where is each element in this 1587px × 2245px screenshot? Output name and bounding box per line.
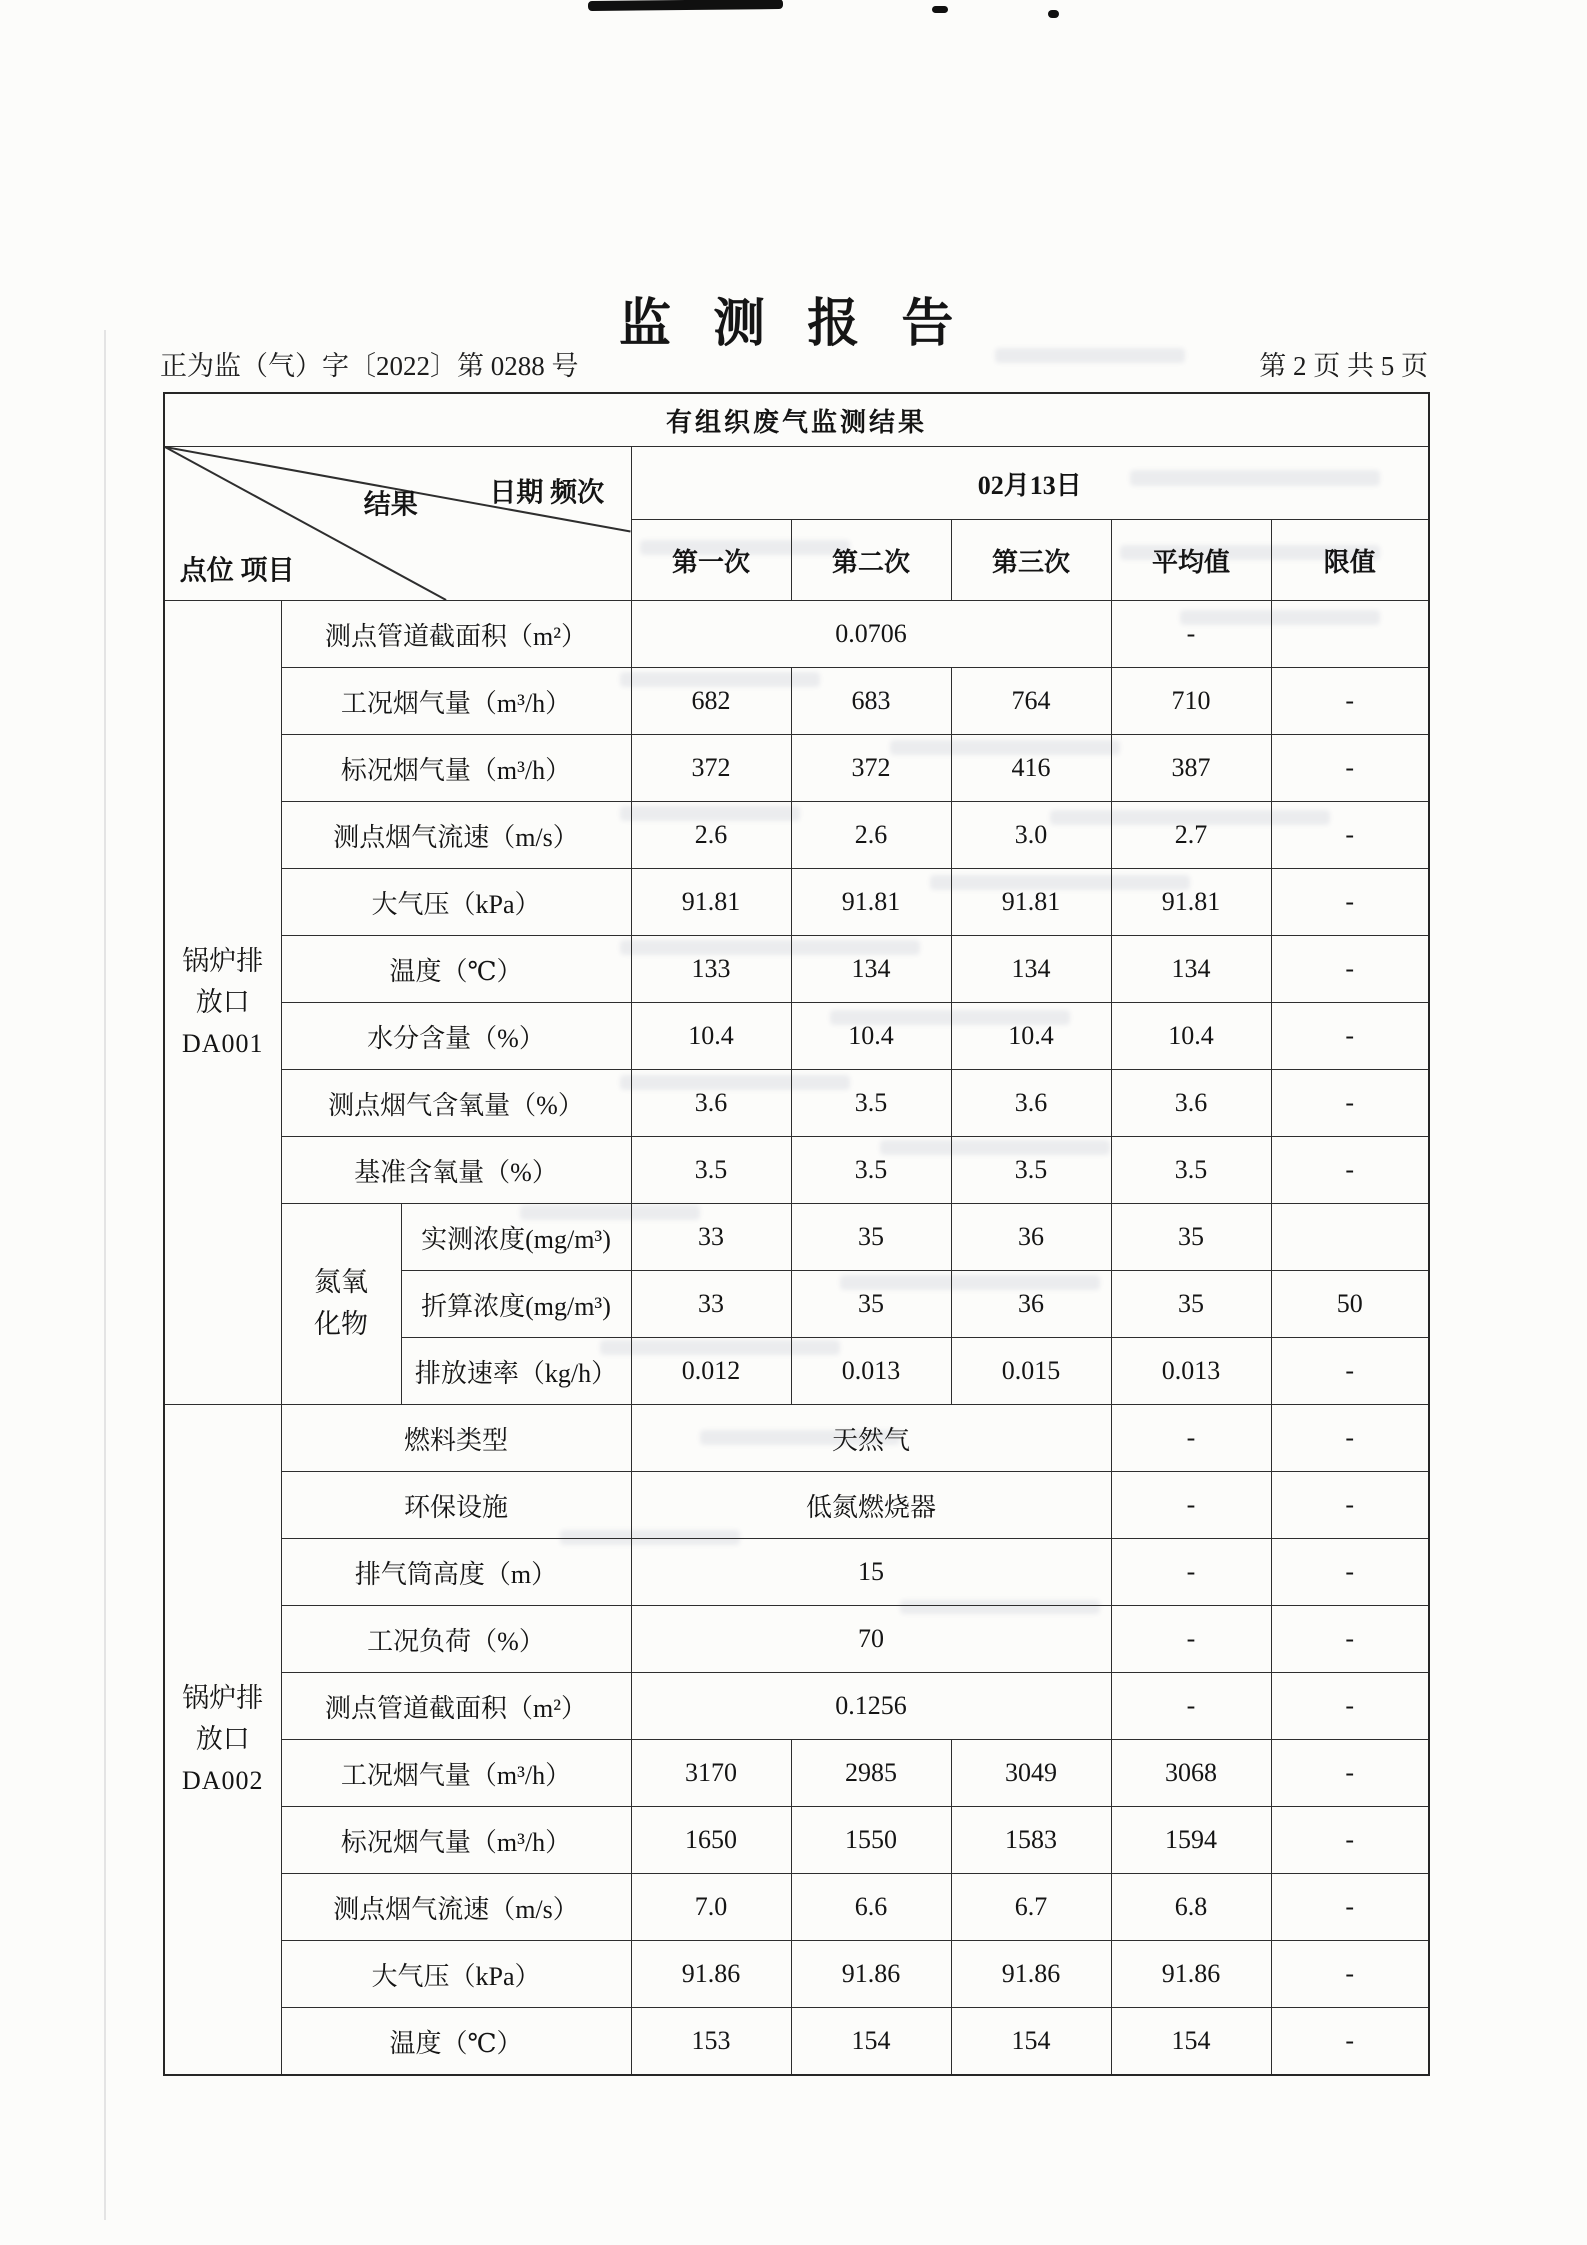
limit-value: - [1271, 1137, 1429, 1204]
location-da001-code: DA001 [181, 1029, 264, 1059]
row-label: 标况烟气量（m³/h） [281, 1807, 631, 1874]
avg-value: 3.5 [1111, 1137, 1271, 1204]
table-row [164, 1941, 1429, 2008]
corner-date-frequency-label: 日期 频次 [489, 477, 605, 508]
col-header-limit: 限值 [1271, 520, 1429, 601]
merged-value: 70 [631, 1606, 1111, 1673]
avg-value: 3.6 [1111, 1070, 1271, 1137]
table-row [164, 1204, 1429, 1271]
avg-value: 134 [1111, 936, 1271, 1003]
scan-edge-line [104, 330, 106, 2220]
value-first: 1650 [631, 1807, 791, 1874]
value-first: 91.86 [631, 1941, 791, 2008]
avg-value: 91.86 [1111, 1941, 1271, 2008]
col-header-average: 平均值 [1111, 520, 1271, 601]
row-label: 温度（℃） [281, 2008, 631, 2076]
value-first: 133 [631, 936, 791, 1003]
nox-group-label: 氮氧化物 [281, 1204, 401, 1405]
table-row [164, 1740, 1429, 1807]
merged-value: 0.0706 [631, 601, 1111, 668]
limit-value: - [1271, 1740, 1429, 1807]
avg-value: 710 [1111, 668, 1271, 735]
row-label: 工况负荷（%） [281, 1606, 631, 1673]
row-label: 基准含氧量（%） [281, 1137, 631, 1204]
table-row [164, 1807, 1429, 1874]
limit-value: - [1271, 1673, 1429, 1740]
limit-value: - [1271, 735, 1429, 802]
row-label: 测点管道截面积（m²） [281, 1673, 631, 1740]
value-first: 10.4 [631, 1003, 791, 1070]
row-label: 大气压（kPa） [281, 869, 631, 936]
table-row [164, 2008, 1429, 2076]
row-label: 测点烟气流速（m/s） [281, 802, 631, 869]
location-da001-name: 锅炉排放口 [182, 945, 264, 1018]
value-second: 154 [791, 2008, 951, 2076]
value-first: 372 [631, 735, 791, 802]
limit-value: - [1271, 1807, 1429, 1874]
merged-value: 0.1256 [631, 1673, 1111, 1740]
monitoring-results-table [163, 392, 1430, 2076]
value-first: 7.0 [631, 1874, 791, 1941]
merged-value: 低氮燃烧器 [631, 1472, 1111, 1539]
value-third: 134 [951, 936, 1111, 1003]
value-second: 3.5 [791, 1137, 951, 1204]
page-indicator: 第 2 页 共 5 页 [1259, 351, 1428, 381]
row-label: 测点管道截面积（m²） [281, 601, 631, 668]
table-title: 有组织废气监测结果 [164, 393, 1429, 447]
avg-value: 3068 [1111, 1740, 1271, 1807]
limit-value: - [1271, 1941, 1429, 2008]
row-label: 工况烟气量（m³/h） [281, 668, 631, 735]
avg-value: - [1111, 1606, 1271, 1673]
row-label: 排放速率（kg/h） [401, 1338, 631, 1405]
table-row [164, 601, 1429, 668]
row-label: 水分含量（%） [281, 1003, 631, 1070]
limit-value: - [1271, 1003, 1429, 1070]
value-first: 33 [631, 1204, 791, 1271]
avg-value: - [1111, 1673, 1271, 1740]
document-header-line [160, 344, 1428, 383]
limit-value: 50 [1271, 1271, 1429, 1338]
row-label: 温度（℃） [281, 936, 631, 1003]
value-first: 91.81 [631, 869, 791, 936]
avg-value: 10.4 [1111, 1003, 1271, 1070]
row-label: 燃料类型 [281, 1405, 631, 1472]
value-first: 3.6 [631, 1070, 791, 1137]
avg-value: 0.013 [1111, 1338, 1271, 1405]
limit-value: - [1271, 1472, 1429, 1539]
value-third: 154 [951, 2008, 1111, 2076]
location-da002 [164, 1405, 281, 2076]
limit-value: - [1271, 668, 1429, 735]
avg-value: 387 [1111, 735, 1271, 802]
value-second: 91.81 [791, 869, 951, 936]
value-first: 0.012 [631, 1338, 791, 1405]
limit-value: - [1271, 869, 1429, 936]
avg-value: - [1111, 1472, 1271, 1539]
table-row [164, 1874, 1429, 1941]
value-third: 3.6 [951, 1070, 1111, 1137]
corner-point-item-label: 点位 项目 [179, 555, 295, 586]
row-label: 测点烟气含氧量（%） [281, 1070, 631, 1137]
value-third: 416 [951, 735, 1111, 802]
row-label: 折算浓度(mg/m³) [401, 1271, 631, 1338]
avg-value: 154 [1111, 2008, 1271, 2076]
value-second: 2.6 [791, 802, 951, 869]
table-row [164, 1472, 1429, 1539]
limit-value: - [1271, 1405, 1429, 1472]
limit-value: - [1271, 1874, 1429, 1941]
limit-value: - [1271, 802, 1429, 869]
date-header: 02月13日 [631, 447, 1429, 520]
value-first: 33 [631, 1271, 791, 1338]
value-third: 3049 [951, 1740, 1111, 1807]
table-row [164, 936, 1429, 1003]
page-title: 监 测 报 告 [619, 295, 968, 353]
row-label: 环保设施 [281, 1472, 631, 1539]
avg-value: 2.7 [1111, 802, 1271, 869]
limit-value: - [1271, 1070, 1429, 1137]
value-third: 6.7 [951, 1874, 1111, 1941]
value-third: 3.5 [951, 1137, 1111, 1204]
limit-value: - [1271, 2008, 1429, 2076]
value-first: 682 [631, 668, 791, 735]
limit-value: - [1271, 1606, 1429, 1673]
row-label: 工况烟气量（m³/h） [281, 1740, 631, 1807]
limit-value: - [1271, 1338, 1429, 1405]
value-first: 2.6 [631, 802, 791, 869]
value-third: 36 [951, 1271, 1111, 1338]
table-corner-header [164, 447, 631, 601]
col-header-third: 第三次 [951, 520, 1111, 601]
limit-value: - [1271, 936, 1429, 1003]
value-third: 764 [951, 668, 1111, 735]
table-row [164, 735, 1429, 802]
value-second: 35 [791, 1204, 951, 1271]
avg-value: 91.81 [1111, 869, 1271, 936]
avg-value: 6.8 [1111, 1874, 1271, 1941]
table-row [164, 668, 1429, 735]
value-second: 10.4 [791, 1003, 951, 1070]
value-third: 36 [951, 1204, 1111, 1271]
value-second: 372 [791, 735, 951, 802]
limit-value [1271, 601, 1429, 668]
value-second: 91.86 [791, 1941, 951, 2008]
value-third: 3.0 [951, 802, 1111, 869]
value-second: 6.6 [791, 1874, 951, 1941]
value-second: 0.013 [791, 1338, 951, 1405]
scan-artifact [588, 0, 783, 11]
col-header-first: 第一次 [631, 520, 791, 601]
row-label: 排气筒高度（m） [281, 1539, 631, 1606]
value-third: 10.4 [951, 1003, 1111, 1070]
value-second: 683 [791, 668, 951, 735]
row-label: 大气压（kPa） [281, 1941, 631, 2008]
value-second: 35 [791, 1271, 951, 1338]
scan-artifact [932, 6, 948, 13]
row-label: 测点烟气流速（m/s） [281, 1874, 631, 1941]
value-second: 2985 [791, 1740, 951, 1807]
location-da002-code: DA002 [181, 1766, 264, 1796]
avg-value: 1594 [1111, 1807, 1271, 1874]
col-header-second: 第二次 [791, 520, 951, 601]
value-first: 3170 [631, 1740, 791, 1807]
value-third: 91.81 [951, 869, 1111, 936]
doc-number: 正为监（气）字〔2022〕第 0288 号 [160, 351, 579, 381]
table-row [164, 802, 1429, 869]
table-row [164, 1606, 1429, 1673]
limit-value: - [1271, 1539, 1429, 1606]
corner-result-label: 结果 [363, 489, 418, 520]
table-row [164, 1070, 1429, 1137]
avg-value: - [1111, 1539, 1271, 1606]
avg-value: 35 [1111, 1204, 1271, 1271]
value-first: 3.5 [631, 1137, 791, 1204]
value-third: 0.015 [951, 1338, 1111, 1405]
table-row [164, 1405, 1429, 1472]
value-second: 134 [791, 936, 951, 1003]
value-second: 1550 [791, 1807, 951, 1874]
location-da001 [164, 601, 281, 1405]
avg-value: - [1111, 1405, 1271, 1472]
merged-value: 15 [631, 1539, 1111, 1606]
table-row [164, 1673, 1429, 1740]
table-row [164, 1539, 1429, 1606]
avg-value: - [1111, 601, 1271, 668]
value-first: 153 [631, 2008, 791, 2076]
row-label: 实测浓度(mg/m³) [401, 1204, 631, 1271]
value-third: 1583 [951, 1807, 1111, 1874]
row-label: 标况烟气量（m³/h） [281, 735, 631, 802]
merged-value: 天然气 [631, 1405, 1111, 1472]
table-row [164, 869, 1429, 936]
table-row [164, 1137, 1429, 1204]
value-third: 91.86 [951, 1941, 1111, 2008]
value-second: 3.5 [791, 1070, 951, 1137]
limit-value [1271, 1204, 1429, 1271]
table-row [164, 1003, 1429, 1070]
avg-value: 35 [1111, 1271, 1271, 1338]
location-da002-name: 锅炉排放口 [182, 1682, 264, 1755]
scan-artifact [1048, 10, 1059, 18]
